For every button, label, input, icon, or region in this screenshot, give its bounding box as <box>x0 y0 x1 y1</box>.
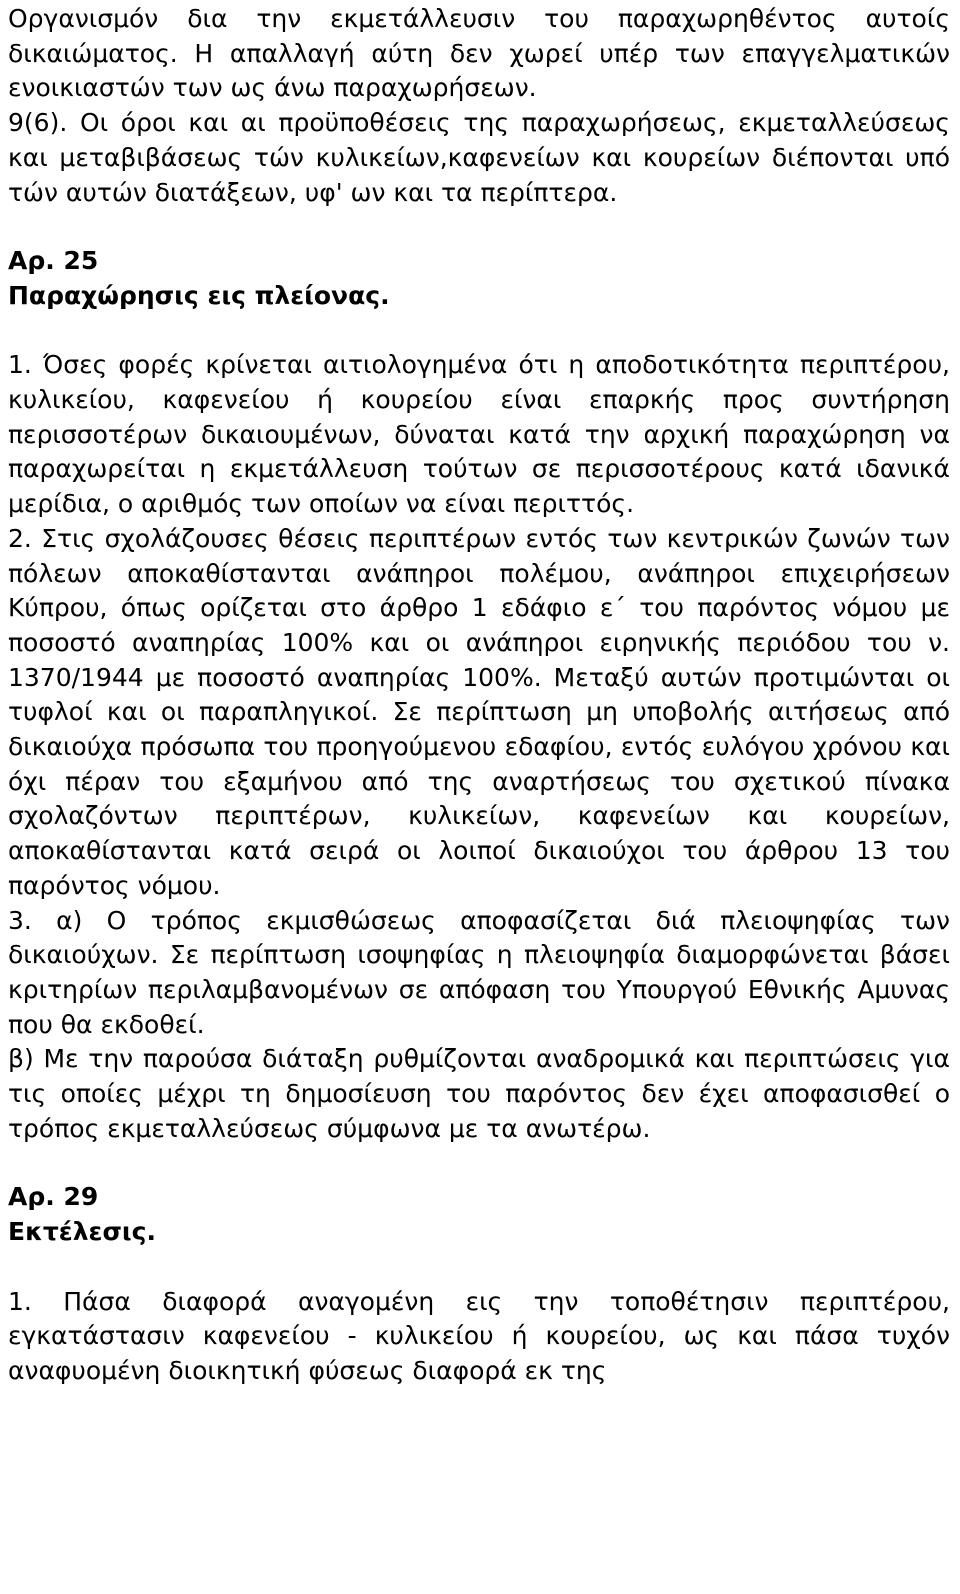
spacer <box>8 1250 950 1285</box>
article-25-number: Αρ. 25 <box>8 246 99 276</box>
article-29-paragraph-1: 1. Πάσα διαφορά αναγομένη εις την τοποθέτησιν περιπτέρου, εγκατάστασιν καφενείου - κυλικείου ή κουρείου, ως και πάσα τυχόν αναφυομένη διοικητική φύσεως διαφορά εκ της <box>8 1286 950 1385</box>
paragraph-9-6: 9(6). Οι όροι και αι προϋποθέσεις της παραχωρήσεως, εκμεταλλεύσεως και μεταβιβάσεως τών κυλικείων,καφενείων και κουρείων διέπονται υπό τών αυτών διατάξεων, υφ' ων και τα περίπτερα. <box>8 108 950 207</box>
article-25-paragraph-3b: β) Με την παρούσα διάταξη ρυθμίζονται αναδρομικά και περιπτώσεις για τις οποίες μέχρι τη δημοσίευση του παρόντος δεν έχει αποφασισθεί ο τρόπος εκμεταλλεύσεως σύμφωνα με τα ανωτέρω. <box>8 1044 950 1143</box>
article-25-paragraph-1: 1. Όσες φορές κρίνεται αιτιολογημένα ότι η αποδοτικότητα περιπτέρου, κυλικείου, καφενείου ή κουρείου είναι επαρκής προς συντήρηση περισσοτέρων δικαιουμένων, δύναται κατά την αρχική παραχώρηση να παραχωρείται η εκμετάλλευση τούτων σε περισσοτέρους κατά ιδανικά μερίδια, ο αριθμός των οποίων να είναι περιττός. <box>8 350 950 519</box>
intro-paragraph: Οργανισμόν δια την εκμετάλλευσιν του παραχωρηθέντος αυτοίς δικαιώματος. Η απαλλαγή αύτη δεν χωρεί υπέρ των επαγγελματικών ενοικιαστών των ως άνω παραχωρήσεων. <box>8 4 950 103</box>
article-29-title: Εκτέλεσις. <box>8 1217 156 1247</box>
article-25-title: Παραχώρησις εις πλείονας. <box>8 280 390 310</box>
spacer <box>8 314 950 349</box>
article-25-paragraph-3a: 3. α) Ο τρόπος εκμισθώσεως αποφασίζεται διά πλειοψηφίας των δικαιούχων. Σε περίπτωση ισοψηφίας η πλειοψηφία διαμορφώνεται βάσει κριτηρίων περιλαμβανομένων σε απόφαση του Υπουργού Εθνικής Αμυνας που θα εκδοθεί. <box>8 905 950 1039</box>
article-29-number: Αρ. 29 <box>8 1182 99 1212</box>
article-25-paragraph-2: 2. Στις σχολάζουσες θέσεις περιπτέρων εντός των κεντρικών ζωνών των πόλεων αποκαθίστανται ανάπηροι πολέμου, ανάπηροι επιχειρήσεων Κύπρου, όπως ορίζεται στο άρθρο 1 εδάφιο ε΄ του παρόντος νόμου με ποσοστό αναπηρίας 100% και οι ανάπηροι ειρηνικής περιόδου του ν. 1370/1944 με ποσοστό αναπηρίας 100%. Μεταξύ αυτών προτιμώνται οι τυφλοί και οι παραπληγικοί. Σε περίπτωση μη υποβολής αιτήσεως από δικαιούχα πρόσωπα του προηγούμενου εδαφίου, εντός ευλόγου χρόνου και όχι πέραν του εξαμήνου από της αναρτήσεως του σχετικού πίνακα σχολαζόντων περιπτέρων, κυλικείων, καφενείων και κουρείων, αποκαθίστανται κατά σειρά οι λοιποί δικαιούχοι του άρθρου 13 του παρόντος νόμου. <box>8 523 950 900</box>
